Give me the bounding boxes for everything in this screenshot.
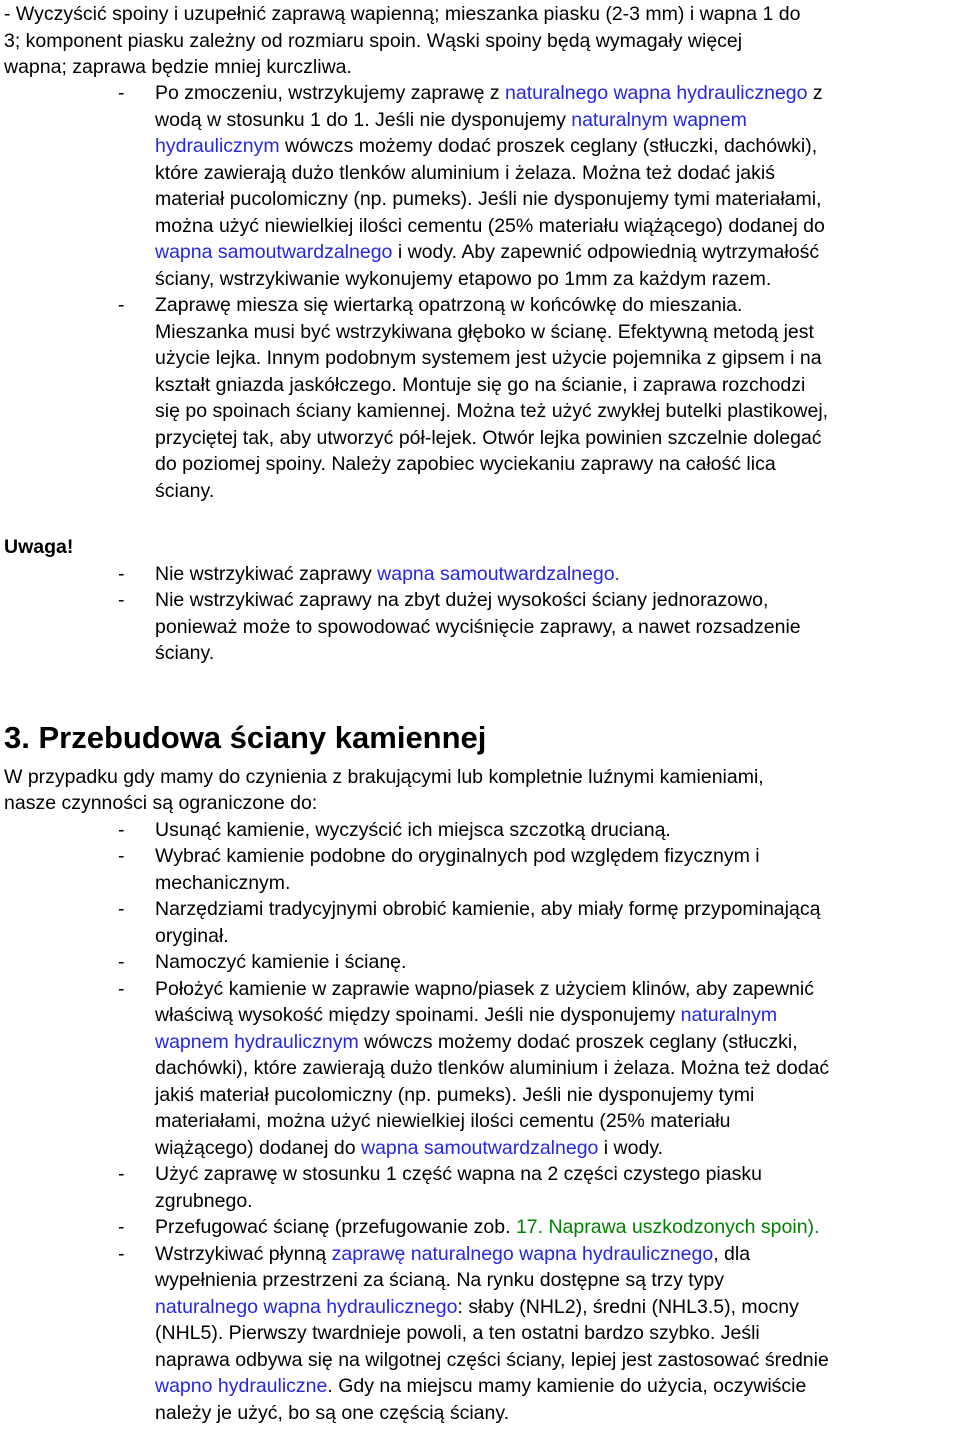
step2-line-8: ściany. bbox=[155, 480, 215, 502]
warning-line-4: ściany. bbox=[155, 642, 215, 664]
item-5-line-3: wapnem hydraulicznym wówczs możemy dodać proszek ceglany (stłuczki, bbox=[155, 1031, 798, 1053]
link-naturalne-wapno[interactable]: hydraulicznym bbox=[155, 135, 280, 157]
link-naturalne-wapno[interactable]: naturalnego wapna hydraulicznego bbox=[155, 1296, 458, 1318]
item-5-line-4: dachówki), które zawierają dużo tlenków aluminium i żelaza. Można też dodać bbox=[155, 1057, 830, 1079]
link-naprawa-spoin[interactable]: 17. Naprawa uszkodzonych spoin bbox=[515, 1216, 808, 1238]
link-wapno-hydrauliczne[interactable]: wapno hydrauliczne bbox=[155, 1375, 328, 1397]
item-6-line-2: zgrubnego. bbox=[155, 1190, 253, 1212]
section-intro-1: W przypadku gdy mamy do czynienia z brakującymi lub kompletnie luźnymi kamieniami, bbox=[4, 766, 764, 788]
intro-line-3: wapna; zaprawa będzie mniej kurczliwa. bbox=[4, 56, 352, 78]
step2-line-6: przyciętej tak, aby utworzyć pół-lejek. Otwór lejka powinien szczelnie dolegać bbox=[155, 427, 822, 449]
step1-line-8: ściany, wstrzykiwanie wykonujemy etapowo po 1mm za każdym razem. bbox=[155, 268, 772, 290]
item-8-line-7: należy je użyć, bo są one częścią ściany. bbox=[155, 1402, 510, 1424]
step2-line-1: Zaprawę miesza się wiertarką opatrzoną w końcówkę do mieszania. bbox=[155, 294, 743, 316]
item-4: Namoczyć kamienie i ścianę. bbox=[155, 951, 407, 973]
item-5-line-6: materiałami, można użyć niewielkiej ilości cementu (25% materiału bbox=[155, 1110, 731, 1132]
item-8-line-5: naprawa odbywa się na wilgotnej części ściany, lepiej jest zastosować średnie bbox=[155, 1349, 829, 1371]
warning-label: Uwaga! bbox=[4, 536, 74, 558]
step2-line-2: Mieszanka musi być wstrzykiwana głęboko w ścianę. Efektywną metodą jest bbox=[155, 321, 814, 343]
warning-line-2: Nie wstrzykiwać zaprawy na zbyt dużej wysokości ściany jednorazowo, bbox=[155, 589, 769, 611]
item-6-line-1: Użyć zaprawę w stosunku 1 część wapna na 2 części czystego piasku bbox=[155, 1163, 762, 1185]
step1-line-2: wodą w stosunku 1 do 1. Jeśli nie dysponujemy naturalnym wapnem bbox=[155, 109, 747, 131]
link-zaprawa-naturalnego-wapna[interactable]: zaprawę naturalnego wapna hydraulicznego bbox=[331, 1243, 714, 1265]
item-8-line-3: naturalnego wapna hydraulicznego: słaby (NHL2), średni (NHL3.5), mocny bbox=[155, 1296, 799, 1318]
link-naturalne-wapno[interactable]: naturalnym wapnem bbox=[571, 109, 747, 131]
item-1: Usunąć kamienie, wyczyścić ich miejsca szczotką drucianą. bbox=[155, 819, 671, 841]
bullet: - bbox=[118, 294, 125, 316]
bullet: - bbox=[118, 819, 125, 841]
link-wapno-samoutwardzalne[interactable]: wapna samoutwardzalnego bbox=[377, 563, 615, 585]
section-intro-2: nasze czynności są ograniczone do: bbox=[4, 792, 318, 814]
item-7: Przefugować ścianę (przefugowanie zob. 17. Naprawa uszkodzonych spoin). bbox=[155, 1216, 820, 1238]
item-2-line-2: mechanicznym. bbox=[155, 872, 291, 894]
step2-line-4: kształt gniazda jaskółczego. Montuje się go na ścianie, i zaprawa rozchodzi bbox=[155, 374, 806, 396]
item-3-line-1: Narzędziami tradycyjnymi obrobić kamienie, aby miały formę przypominającą bbox=[155, 898, 821, 920]
bullet: - bbox=[118, 563, 125, 585]
step1-line-5: materiał pucolomiczny (np. pumeks). Jeśli nie dysponujemy tymi materiałami, bbox=[155, 188, 822, 210]
item-2-line-1: Wybrać kamienie podobne do oryginalnych pod względem fizycznym i bbox=[155, 845, 760, 867]
link-wapno-samoutwardzalne[interactable]: wapna samoutwardzalnego bbox=[360, 1137, 599, 1159]
bullet: - bbox=[118, 1163, 125, 1185]
item-8-line-1: Wstrzykiwać płynną zaprawę naturalnego wapna hydraulicznego, dla bbox=[155, 1243, 751, 1265]
link-wapno-samoutwardzalne[interactable]: wapna samoutwardzalnego bbox=[155, 241, 393, 263]
bullet: - bbox=[118, 1216, 125, 1238]
item-8-line-4: (NHL5). Pierwszy twardnieje powoli, a ten ostatni bardzo szybko. Jeśli bbox=[155, 1322, 760, 1344]
step1-line-4: które zawierają dużo tlenków aluminium i żelaza. Można też dodać jakiś bbox=[155, 162, 775, 184]
bullet: - bbox=[118, 82, 125, 104]
intro-line-1: - Wyczyścić spoiny i uzupełnić zaprawą wapienną; mieszanka piasku (2-3 mm) i wapna 1 do bbox=[4, 3, 801, 25]
step2-line-5: się po spoinach ściany kamiennej. Można też użyć zwykłej butelki plastikowej, bbox=[155, 400, 829, 422]
intro-line-2: 3; komponent piasku zależny od rozmiaru spoin. Wąski spoiny będą wymagały więcej bbox=[4, 30, 743, 52]
item-5-line-1: Położyć kamienie w zaprawie wapno/piasek z użyciem klinów, aby zapewnić bbox=[155, 978, 814, 1000]
step1-line-7: wapna samoutwardzalnego i wody. Aby zapewnić odpowiednią wytrzymałość bbox=[155, 241, 820, 263]
bullet: - bbox=[118, 1243, 125, 1265]
link-naturalne-wapno[interactable]: naturalnym bbox=[680, 1004, 778, 1026]
bullet: - bbox=[118, 845, 125, 867]
step2-line-7: do poziomej spoiny. Należy zapobiec wyciekaniu zaprawy na całość lica bbox=[155, 453, 776, 475]
item-5-line-7: wiążącego) dodanej do wapna samoutwardzalnego i wody. bbox=[155, 1137, 664, 1159]
item-8-line-2: wypełnienia przestrzeni za ścianą. Na rynku dostępne są trzy typy bbox=[155, 1269, 725, 1291]
item-3-line-2: oryginał. bbox=[155, 925, 229, 947]
section-heading: 3. Przebudowa ściany kamiennej bbox=[4, 720, 487, 755]
bullet: - bbox=[118, 951, 125, 973]
link-naturalne-wapno[interactable]: wapnem hydraulicznym bbox=[155, 1031, 359, 1053]
bullet: - bbox=[118, 978, 125, 1000]
link-naturalne-wapno[interactable]: naturalnego wapna hydraulicznego bbox=[505, 82, 808, 104]
item-8-line-6: wapno hydrauliczne. Gdy na miejscu mamy kamienie do użycia, oczywiście bbox=[155, 1375, 807, 1397]
step2-line-3: użycie lejka. Innym podobnym systemem jest użycie pojemnika z gipsem i na bbox=[155, 347, 822, 369]
step1-line-3: hydraulicznym wówczs możemy dodać proszek ceglany (stłuczki, dachówki), bbox=[155, 135, 818, 157]
bullet: - bbox=[118, 589, 125, 611]
item-5-line-2: właściwą wysokość między spoinami. Jeśli nie dysponujemy naturalnym bbox=[155, 1004, 778, 1026]
item-5-line-5: jakiś materiał pucolomiczny (np. pumeks). Jeśli nie dysponujemy tymi bbox=[155, 1084, 755, 1106]
step1-line-1: Po zmoczeniu, wstrzykujemy zaprawę z naturalnego wapna hydraulicznego z bbox=[155, 82, 823, 104]
warning-line-1: Nie wstrzykiwać zaprawy wapna samoutwardzalnego. bbox=[155, 563, 620, 585]
step1-line-6: można użyć niewielkiej ilości cementu (25% materiału wiążącego) dodanej do bbox=[155, 215, 825, 237]
warning-line-3: ponieważ może to spowodować wyciśnięcie zaprawy, a nawet rozsadzenie bbox=[155, 616, 801, 638]
bullet: - bbox=[118, 898, 125, 920]
